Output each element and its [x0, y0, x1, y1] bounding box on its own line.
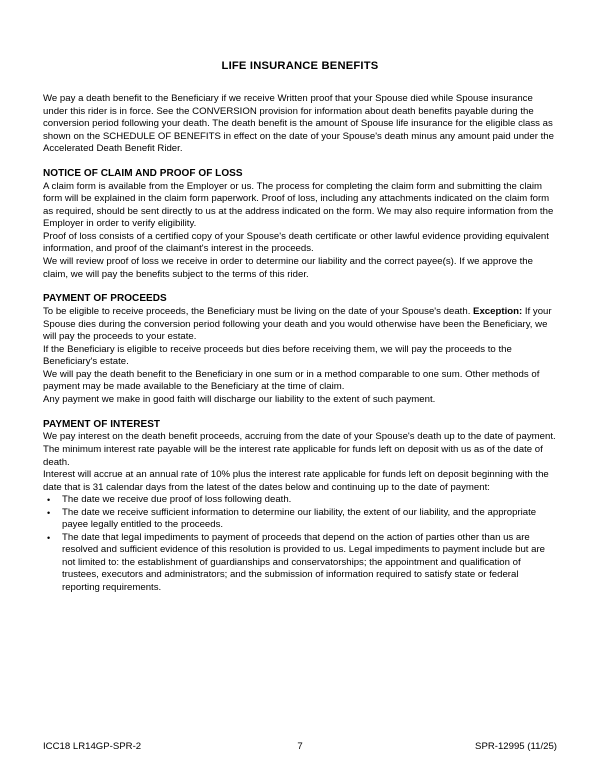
bullet-icon: • — [47, 495, 51, 506]
page-title: LIFE INSURANCE BENEFITS — [221, 60, 379, 72]
interest-accrual-date-list — [43, 494, 557, 594]
exception-label: Exception: — [473, 306, 523, 318]
paragraph-payment-of-proceeds-3: We will pay the death benefit to the Beneficiary in one sum or in a method comparable to one sum. Other methods of payment may be made available to the Beneficiary at the time of claim. — [43, 368, 540, 393]
paragraph-notice-of-claim-2: Proof of loss consists of a certified copy of your Spouse's death certificate or other lawful evidence providing equivalent information, and proof of the claimant's interest in the proceeds. — [43, 230, 549, 255]
list-item-label: The date we receive sufficient information to determine our liability, the extent of our liability, and the appropriate payee legally entitled to the proceeds. — [62, 506, 537, 531]
paragraph-notice-of-claim-3: We will review proof of loss we receive in order to determine our liability and the correct payee(s). If we approve the claim, we will pay the benefits subject to the terms of this rider. — [43, 256, 533, 280]
list-item — [43, 532, 557, 595]
paragraph-payment-of-proceeds-1-part-b: If your Spouse dies during the conversion period following your death and you would otherwise have been the Beneficiary, we will pay the proceeds to your estate. — [43, 306, 552, 343]
bullet-icon: • — [47, 532, 51, 543]
paragraph-payment-of-interest-1: We pay interest on the death benefit proceeds, accruing from the date of your Spouse's death up to the date of payment. The minimum interest rate payable will be the interest rate applicable for funds left on deposit with us as of the date of death. — [43, 431, 556, 468]
paragraph-payment-of-proceeds-4: Any payment we make in good faith will discharge our liability to the extent of such payment. — [43, 393, 436, 405]
footer-form-number: ICC18 LR14GP-SPR-2 — [43, 741, 142, 752]
paragraph-payment-of-proceeds-2: If the Beneficiary is eligible to receive proceeds but dies before receiving them, we will pay the proceeds to the Beneficiary's estate. — [43, 343, 512, 368]
paragraph-notice-of-claim-1: A claim form is available from the Employer or us. The process for completing the claim form and submitting the claim form will be explained in the claim form paperwork. Proof of loss, including any attachments indicated on the claim form as required, should be sent directly to us at the address indicated on the form. We may also require information from the Employer in order to verify eligibility. — [43, 180, 554, 230]
section-heading-payment-of-interest: PAYMENT OF INTEREST — [43, 418, 161, 430]
footer-page-number: 7 — [297, 741, 303, 752]
bullet-icon: • — [47, 507, 51, 518]
paragraph-payment-of-proceeds-1 — [43, 306, 557, 344]
list-item-label: The date that legal impediments to payment of proceeds that depend on the action of parties other than us are resolved and sufficient evidence of this resolution is provided to us. Legal impediments to payment include but are not limited to: the establishment of guardianships and conservatorships; the appointment and qualification of trustees, executors and administrators; and the submission of information required to satisfy state or federal reporting requirements. — [62, 531, 545, 593]
paragraph-payment-of-proceeds-1-part-a: To be eligible to receive proceeds, the Beneficiary must be living on the date of your Spouse's death. — [43, 306, 474, 318]
list-item-label: The date we receive due proof of loss following death. — [62, 494, 292, 506]
paragraph-life-insurance-benefits-1: We pay a death benefit to the Beneficiary if we receive Written proof that your Spouse died while Spouse insurance under this rider is in force. See the CONVERSION provision for information about death benefits payable during the conversion period following your death. The death benefit is the amount of Spouse life insurance for the eligible class as shown on the SCHEDULE OF BENEFITS in effect on the date of your Spouse's death minus any amount paid under the Accelerated Death Benefit Rider. — [43, 93, 554, 155]
document-body — [43, 60, 557, 595]
section-heading-payment-of-proceeds: PAYMENT OF PROCEEDS — [43, 293, 167, 305]
list-item — [43, 507, 557, 532]
paragraph-payment-of-interest-2: Interest will accrue at an annual rate of 10% plus the interest rate applicable for funds left on deposit beginning with the date that is 31 calendar days from the latest of the dates below and continuing up to the date of payment: — [43, 469, 549, 493]
footer-publication-code: SPR-12995 (11/25) — [475, 741, 557, 752]
list-item — [43, 494, 557, 507]
section-heading-notice-of-claim: NOTICE OF CLAIM AND PROOF OF LOSS — [43, 168, 243, 180]
page-footer — [43, 740, 557, 754]
